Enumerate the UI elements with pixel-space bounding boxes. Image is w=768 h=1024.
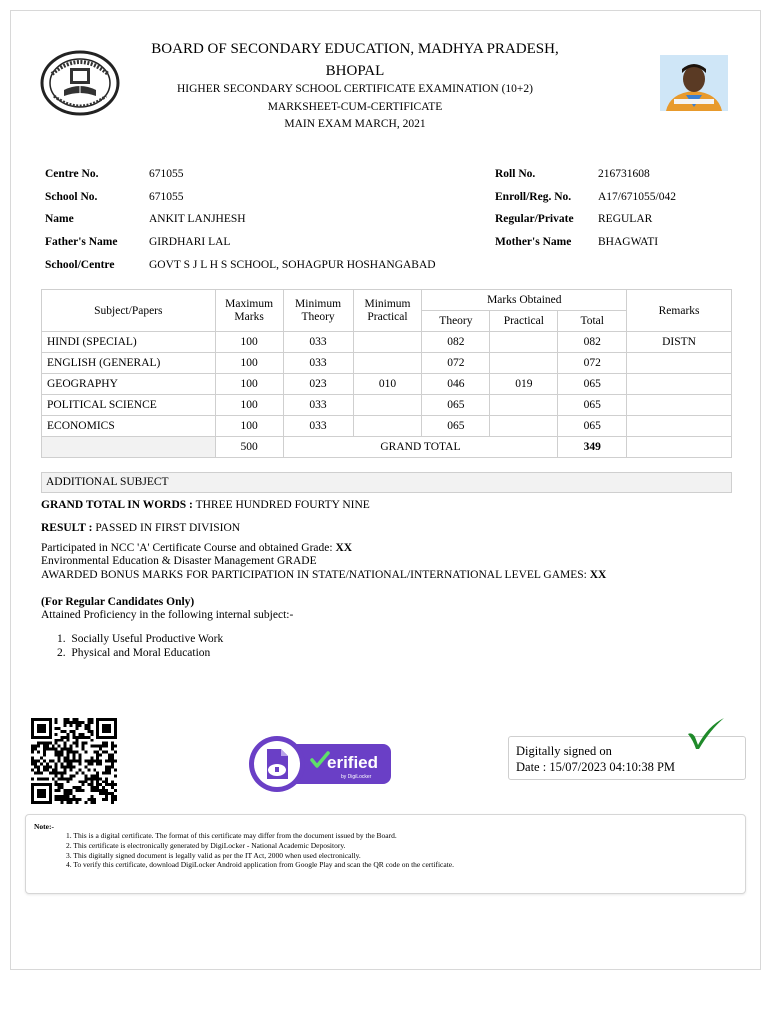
- table-row: [42, 374, 732, 395]
- remarks-cell: DISTN: [627, 332, 732, 353]
- note-title: Note:-: [34, 822, 54, 831]
- regular-private-value: REGULAR: [598, 213, 653, 225]
- min-practical-cell: [353, 395, 422, 416]
- school-no-label: School No.: [45, 191, 98, 203]
- env-edu-line: Environmental Education & Disaster Management GRADE: [41, 555, 317, 567]
- ncc-line: [41, 542, 352, 554]
- exam-session: MAIN EXAM MARCH, 2021: [284, 118, 426, 130]
- practical-cell: [490, 416, 558, 437]
- total-cell: 072: [558, 353, 627, 374]
- practical-cell: 019: [490, 374, 558, 395]
- student-photo: [660, 55, 728, 111]
- enroll-no-value: A17/671055/042: [598, 191, 676, 203]
- centre-no-label: Centre No.: [45, 168, 99, 180]
- theory-cell: 072: [422, 353, 490, 374]
- theory-cell: 082: [422, 332, 490, 353]
- regular-private-label: Regular/Private: [495, 213, 574, 225]
- min-practical-cell: 010: [353, 374, 422, 395]
- practical-cell: [490, 395, 558, 416]
- result-value: PASSED IN FIRST DIVISION: [95, 522, 241, 534]
- roll-no-label: Roll No.: [495, 168, 536, 180]
- exam-title: HIGHER SECONDARY SCHOOL CERTIFICATE EXAMINATION (10+2): [176, 83, 533, 95]
- min-theory-cell: 033: [283, 353, 353, 374]
- grand-total-value: 349: [558, 437, 627, 458]
- grand-total-words-value: THREE HUNDRED FOURTY NINE: [195, 499, 370, 511]
- col-marks-obtained: Marks Obtained: [422, 290, 627, 311]
- min-practical-cell: [353, 416, 422, 437]
- subject-cell: POLITICAL SCIENCE: [42, 395, 216, 416]
- remarks-cell: [627, 374, 732, 395]
- note-item: 1. This is a digital certificate. The format of this certificate may differ from the document issued by the Board.: [66, 831, 397, 840]
- practical-cell: [490, 353, 558, 374]
- max-cell: 100: [215, 374, 283, 395]
- proficiency-text: Attained Proficiency in the following internal subject:-: [41, 609, 294, 621]
- note-item: 4. To verify this certificate, download DigiLocker Android application from Google Play and scan the QR code on the certificate.: [66, 860, 454, 870]
- school-no-value: 671055: [149, 191, 184, 203]
- green-check-icon: [686, 716, 726, 750]
- min-theory-cell: 033: [283, 395, 353, 416]
- grand-remarks-cell: [627, 437, 732, 458]
- remarks-cell: [627, 416, 732, 437]
- signed-label: Digitally signed on: [516, 744, 612, 758]
- school-centre-value: GOVT S J L H S SCHOOL, SOHAGPUR HOSHANGABAD: [149, 259, 436, 271]
- remarks-cell: [627, 353, 732, 374]
- centre-no-value: 671055: [149, 168, 184, 180]
- subject-cell: GEOGRAPHY: [42, 374, 216, 395]
- verified-subtext: by DigiLocker: [341, 774, 372, 780]
- grand-total-row: [42, 437, 732, 458]
- father-name-label: Father's Name: [45, 236, 118, 248]
- col-theory: Theory: [422, 311, 490, 332]
- internal-subject-item: 1. Socially Useful Productive Work: [57, 633, 224, 645]
- document-type: MARKSHEET-CUM-CERTIFICATE: [267, 101, 443, 113]
- table-row: [42, 395, 732, 416]
- table-row: [42, 353, 732, 374]
- notes-list: [66, 831, 454, 870]
- total-cell: 065: [558, 395, 627, 416]
- grand-total-label: GRAND TOTAL: [283, 437, 558, 458]
- min-practical-cell: [353, 353, 422, 374]
- col-remarks: Remarks: [627, 290, 732, 332]
- marks-table: [41, 289, 732, 458]
- verified-badge: [248, 735, 392, 793]
- theory-cell: 065: [422, 416, 490, 437]
- regular-candidates-heading: (For Regular Candidates Only): [41, 596, 195, 608]
- col-subject: Subject/Papers: [42, 290, 216, 332]
- ncc-text: Participated in NCC 'A' Certificate Course and obtained Grade:: [41, 542, 333, 554]
- table-row: [42, 332, 732, 353]
- table-row: [42, 416, 732, 437]
- mother-name-value: BHAGWATI: [598, 236, 659, 248]
- note-item: 2. This certificate is electronically generated by DigiLocker - National Academic Depository.: [66, 840, 346, 850]
- col-min-practical: Minimum Practical: [353, 290, 422, 332]
- total-cell: 082: [558, 332, 627, 353]
- additional-subject-bar: ADDITIONAL SUBJECT: [41, 472, 732, 493]
- bonus-text: AWARDED BONUS MARKS FOR PARTICIPATION IN STATE/NATIONAL/INTERNATIONAL LEVEL GAMES:: [41, 569, 587, 581]
- total-cell: 065: [558, 416, 627, 437]
- col-practical: Practical: [490, 311, 558, 332]
- result-label: RESULT :: [41, 522, 93, 534]
- col-total: Total: [558, 311, 627, 332]
- col-max-marks: Maximum Marks: [215, 290, 283, 332]
- remarks-cell: [627, 395, 732, 416]
- min-theory-cell: 033: [283, 416, 353, 437]
- practical-cell: [490, 332, 558, 353]
- name-label: Name: [45, 213, 74, 225]
- notes-box: [25, 814, 746, 894]
- max-cell: 100: [215, 353, 283, 374]
- subject-cell: HINDI (SPECIAL): [42, 332, 216, 353]
- mother-name-label: Mother's Name: [495, 236, 572, 248]
- min-theory-cell: 033: [283, 332, 353, 353]
- grand-total-words-label: GRAND TOTAL IN WORDS :: [41, 499, 193, 511]
- note-item: 3. This digitally signed document is legally valid as per the IT Act, 2000 when used electronically.: [66, 850, 361, 860]
- qr-code: [30, 718, 118, 804]
- grand-max-cell: 500: [215, 437, 283, 458]
- total-cell: 065: [558, 374, 627, 395]
- max-cell: 100: [215, 395, 283, 416]
- col-min-theory: Minimum Theory: [283, 290, 353, 332]
- board-title: BOARD OF SECONDARY EDUCATION, MADHYA PRADESH, BHOPAL: [151, 41, 559, 79]
- verified-text: erified: [327, 753, 379, 772]
- grand-total-blank: [42, 437, 216, 458]
- result-line: [41, 522, 240, 534]
- ncc-grade: XX: [335, 542, 353, 554]
- theory-cell: 065: [422, 395, 490, 416]
- subject-cell: ECONOMICS: [42, 416, 216, 437]
- bonus-value: XX: [589, 569, 607, 581]
- bonus-line: [41, 569, 606, 581]
- max-cell: 100: [215, 416, 283, 437]
- board-seal-icon: [40, 50, 120, 116]
- grand-total-words: [41, 499, 370, 511]
- school-centre-label: School/Centre: [45, 259, 115, 271]
- internal-subject-item: 2. Physical and Moral Education: [57, 647, 211, 659]
- theory-cell: 046: [422, 374, 490, 395]
- max-cell: 100: [215, 332, 283, 353]
- subject-cell: ENGLISH (GENERAL): [42, 353, 216, 374]
- name-value: ANKIT LANJHESH: [149, 213, 246, 225]
- enroll-no-label: Enroll/Reg. No.: [495, 191, 572, 203]
- min-theory-cell: 023: [283, 374, 353, 395]
- min-practical-cell: [353, 332, 422, 353]
- father-name-value: GIRDHARI LAL: [149, 236, 231, 248]
- roll-no-value: 216731608: [598, 168, 650, 180]
- signed-date: Date : 15/07/2023 04:10:38 PM: [516, 760, 676, 774]
